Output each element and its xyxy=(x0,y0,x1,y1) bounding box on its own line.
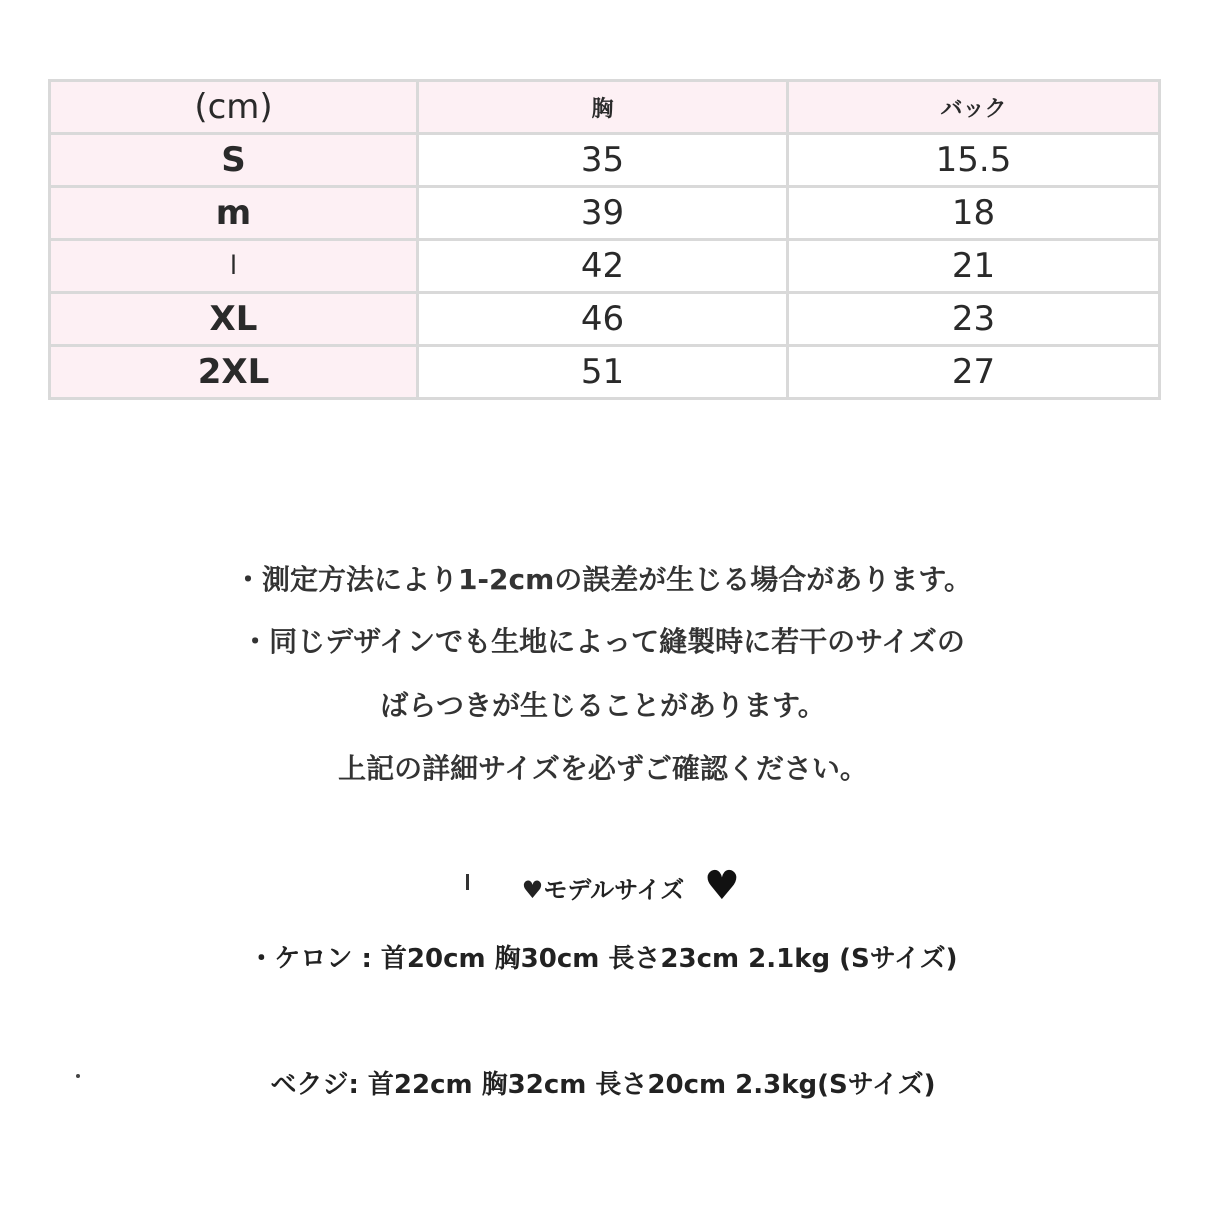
table-row xyxy=(50,187,1160,240)
table-row xyxy=(50,240,1160,293)
size-label: 2XL xyxy=(50,346,418,399)
size-label: l xyxy=(50,240,418,293)
model-line-bekuji: ベクジ: 首22cm 胸32cm 長さ20cm 2.3kg(Sサイズ) xyxy=(270,1070,936,1100)
chest-value: 42 xyxy=(418,240,788,293)
chest-value: 39 xyxy=(418,187,788,240)
chest-value: 35 xyxy=(418,134,788,187)
size-table xyxy=(48,79,1161,400)
table-header-row xyxy=(50,81,1160,134)
note-line-2: ・同じデザインでも生地によって縫製時に若干のサイズの xyxy=(241,625,965,658)
model-line-keron: ・ケロン : 首20cm 胸30cm 長さ23cm 2.1kg (Sサイズ) xyxy=(248,944,958,974)
note-line-3: ばらつきが生じることがあります。 xyxy=(380,689,826,722)
table-row xyxy=(50,134,1160,187)
back-value: 21 xyxy=(788,240,1160,293)
table-row xyxy=(50,346,1160,399)
size-label: m xyxy=(50,187,418,240)
heart-icon: ♥ xyxy=(704,863,740,909)
back-value: 27 xyxy=(788,346,1160,399)
note-line-1: ・測定方法により1-2cmの誤差が生じる場合があります。 xyxy=(233,563,973,596)
unit-header: (cm) xyxy=(50,81,418,134)
size-label: XL xyxy=(50,293,418,346)
chest-value: 51 xyxy=(418,346,788,399)
back-header: バック xyxy=(788,81,1160,134)
size-label: S xyxy=(50,134,418,187)
chest-value: 46 xyxy=(418,293,788,346)
table-row xyxy=(50,293,1160,346)
back-value: 23 xyxy=(788,293,1160,346)
back-value: 18 xyxy=(788,187,1160,240)
back-value: 15.5 xyxy=(788,134,1160,187)
chest-header: 胸 xyxy=(418,81,788,134)
note-line-4: 上記の詳細サイズを必ずご確認ください。 xyxy=(338,752,868,785)
model-size-title: ♥モデルサイズ xyxy=(521,876,685,904)
